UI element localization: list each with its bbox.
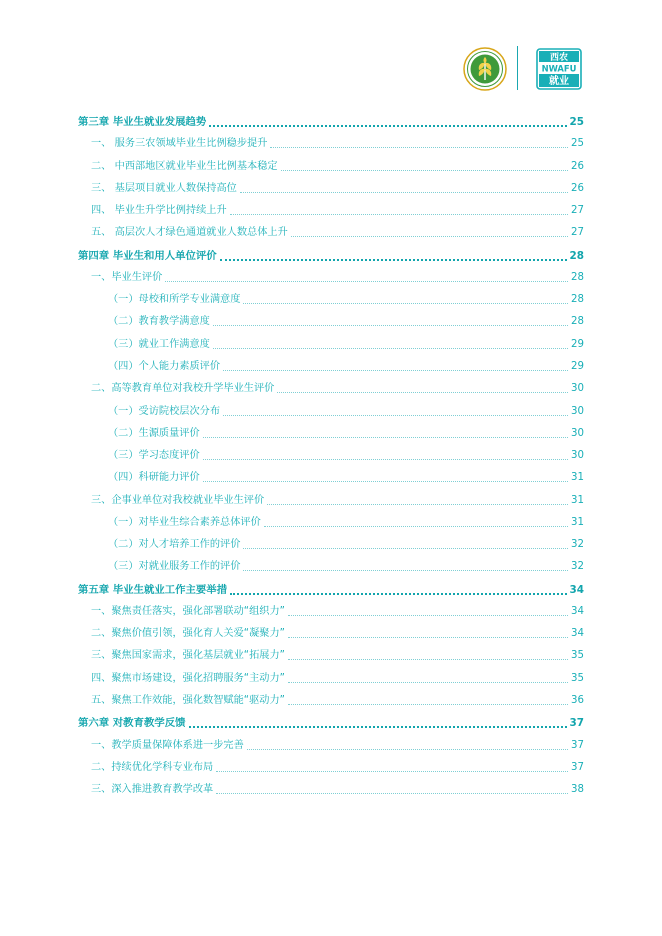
toc-page-number: 29 (571, 360, 584, 372)
toc-entry[interactable] (78, 181, 584, 197)
toc-leader-dots (213, 325, 568, 326)
toc-entry[interactable] (78, 225, 584, 241)
toc-entry-title: 四、 毕业生升学比例持续上升 (91, 205, 227, 217)
toc-entry[interactable] (78, 292, 584, 308)
toc-leader-dots (243, 548, 568, 549)
toc-page-number: 36 (571, 695, 584, 707)
toc-entry[interactable] (78, 537, 584, 553)
toc-entry[interactable] (78, 515, 584, 531)
toc-entry-title: 一、聚焦责任落实，强化部署联动“组织力” (91, 605, 285, 617)
toc-page-number: 31 (571, 516, 584, 528)
toc-entry-title: 第五章 毕业生就业工作主要举措 (78, 583, 228, 596)
toc-entry[interactable] (78, 470, 584, 486)
toc-entry-title: （一）对毕业生综合素养总体评价 (108, 516, 261, 528)
toc-entry-title: （四）科研能力评价 (108, 472, 200, 484)
toc-page-number: 28 (569, 249, 584, 262)
toc-entry-title: 三、深入推进教育教学改革 (91, 784, 214, 796)
toc-leader-dots (213, 348, 568, 349)
toc-leader-dots (247, 749, 568, 750)
toc-entry-title: （一）受访院校层次分布 (108, 405, 221, 417)
toc-entry-title: 一、教学质量保障体系进一步完善 (91, 739, 244, 751)
toc-entry[interactable] (78, 693, 584, 709)
toc-entry-title: （三）就业工作满意度 (108, 338, 210, 350)
toc-leader-dots (165, 281, 568, 282)
toc-entry[interactable] (78, 381, 584, 397)
toc-leader-dots (216, 771, 568, 772)
toc-entry[interactable] (78, 559, 584, 575)
toc-page-number: 28 (571, 294, 584, 306)
toc-entry[interactable] (78, 426, 584, 442)
toc-entry-title: 四、聚焦市场建设，强化招聘服务“主动力” (91, 672, 285, 684)
toc-entry-title: 第四章 毕业生和用人单位评价 (78, 249, 217, 262)
toc-entry-title: 二、聚焦价值引领，强化育人关爱“凝聚力” (91, 628, 285, 640)
toc-entry[interactable] (78, 493, 584, 509)
header-divider (517, 46, 518, 90)
toc-entry[interactable] (78, 760, 584, 776)
toc-leader-dots (243, 303, 568, 304)
toc-leader-dots (288, 682, 568, 683)
toc-page-number: 31 (571, 472, 584, 484)
university-seal-icon (463, 47, 507, 91)
toc-page-number: 28 (571, 316, 584, 328)
toc-page-number: 37 (569, 717, 584, 730)
toc-entry[interactable] (78, 448, 584, 464)
toc-entry[interactable] (78, 671, 584, 687)
toc-entry[interactable] (78, 782, 584, 798)
toc-entry-title: （二）教育教学满意度 (108, 316, 210, 328)
toc-page-number: 37 (571, 739, 584, 751)
toc-leader-dots (288, 659, 568, 660)
toc-chapter-entry[interactable] (78, 582, 584, 598)
toc-leader-dots (277, 392, 568, 393)
toc-entry-title: 二、持续优化学科专业布局 (91, 761, 214, 773)
toc-leader-dots (230, 214, 568, 215)
nwafu-employment-logo (536, 48, 582, 90)
toc-page-number: 37 (571, 761, 584, 773)
toc-leader-dots (223, 370, 568, 371)
toc-page-number: 30 (571, 405, 584, 417)
toc-page-number: 30 (571, 427, 584, 439)
toc-leader-dots (209, 125, 566, 127)
toc-entry-title: 第六章 对教育教学反馈 (78, 717, 186, 730)
toc-entry[interactable] (78, 314, 584, 330)
toc-leader-dots (220, 259, 567, 261)
toc-entry-title: 二、高等教育单位对我校升学毕业生评价 (91, 383, 275, 395)
toc-page-number: 35 (571, 650, 584, 662)
page-header (460, 44, 590, 94)
toc-entry-title: 第三章 毕业生就业发展趋势 (78, 116, 207, 128)
toc-entry-title: （二）生源质量评价 (108, 427, 200, 439)
toc-page-number: 26 (571, 160, 584, 172)
toc-page-number: 35 (571, 672, 584, 684)
toc-entry-title: 三、 基层项目就业人数保持高位 (91, 182, 237, 194)
toc-page-number: 25 (569, 116, 584, 128)
toc-entry[interactable] (78, 136, 584, 152)
toc-chapter-entry[interactable] (78, 248, 584, 264)
toc-entry[interactable] (78, 270, 584, 286)
toc-entry[interactable] (78, 203, 584, 219)
toc-leader-dots (267, 504, 568, 505)
toc-entry-title: 三、聚焦国家需求，强化基层就业“拓展力” (91, 650, 285, 662)
toc-leader-dots (203, 459, 568, 460)
toc-leader-dots (270, 147, 568, 148)
toc-leader-dots (243, 570, 568, 571)
toc-leader-dots (264, 526, 568, 527)
toc-page-number: 30 (571, 450, 584, 462)
toc-entry-title: 一、 服务三农领域毕业生比例稳步提升 (91, 138, 268, 150)
toc-entry[interactable] (78, 738, 584, 754)
toc-entry-title: （四）个人能力素质评价 (108, 360, 221, 372)
toc-entry[interactable] (78, 404, 584, 420)
toc-entry[interactable] (78, 604, 584, 620)
toc-leader-dots (223, 415, 568, 416)
toc-page-number: 28 (571, 271, 584, 283)
toc-leader-dots (230, 593, 566, 595)
logo-line-2: NWAFU (541, 63, 577, 74)
toc-page-number: 30 (571, 383, 584, 395)
toc-leader-dots (281, 170, 568, 171)
toc-entry-title: 二、 中西部地区就业毕业生比例基本稳定 (91, 160, 278, 172)
toc-entry[interactable] (78, 359, 584, 375)
toc-entry[interactable] (78, 337, 584, 353)
toc-page-number: 27 (571, 205, 584, 217)
toc-entry-title: （二）对人才培养工作的评价 (108, 539, 241, 551)
toc-leader-dots (288, 637, 568, 638)
toc-page-number: 32 (571, 561, 584, 573)
toc-entry-title: 五、 高层次人才绿色通道就业人数总体上升 (91, 227, 288, 239)
toc-entry-title: （三）学习态度评价 (108, 450, 200, 462)
toc-entry-title: 三、企事业单位对我校就业毕业生评价 (91, 494, 265, 506)
logo-line-3: 就业 (549, 76, 569, 87)
toc-page-number: 29 (571, 338, 584, 350)
toc-entry-title: （一）母校和所学专业满意度 (108, 294, 241, 306)
toc-leader-dots (189, 726, 567, 728)
toc-leader-dots (240, 192, 568, 193)
toc-entry[interactable] (78, 626, 584, 642)
logo-line-1: 西农 (549, 53, 569, 63)
toc-leader-dots (216, 793, 568, 794)
toc-page-number: 32 (571, 539, 584, 551)
toc-leader-dots (203, 481, 568, 482)
toc-leader-dots (288, 704, 568, 705)
toc-entry-title: 五、聚焦工作效能，强化数智赋能“驱动力” (91, 695, 285, 707)
toc-page-number: 27 (571, 227, 584, 239)
toc-entry[interactable] (78, 159, 584, 175)
toc-chapter-entry[interactable] (78, 715, 584, 731)
toc-entry[interactable] (78, 648, 584, 664)
toc-leader-dots (291, 236, 568, 237)
toc-chapter-entry[interactable] (78, 114, 584, 130)
toc-page-number: 26 (571, 182, 584, 194)
toc-page-number: 31 (571, 494, 584, 506)
toc-page-number: 34 (569, 583, 584, 596)
toc-entry-title: （三）对就业服务工作的评价 (108, 561, 241, 573)
toc-page-number: 34 (571, 605, 584, 617)
toc-entry-title: 一、毕业生评价 (91, 271, 163, 283)
toc-page-number: 25 (571, 138, 584, 150)
toc-leader-dots (203, 437, 568, 438)
toc-page-number: 38 (571, 784, 584, 796)
toc-leader-dots (288, 615, 568, 616)
toc-page-number: 34 (571, 628, 584, 640)
